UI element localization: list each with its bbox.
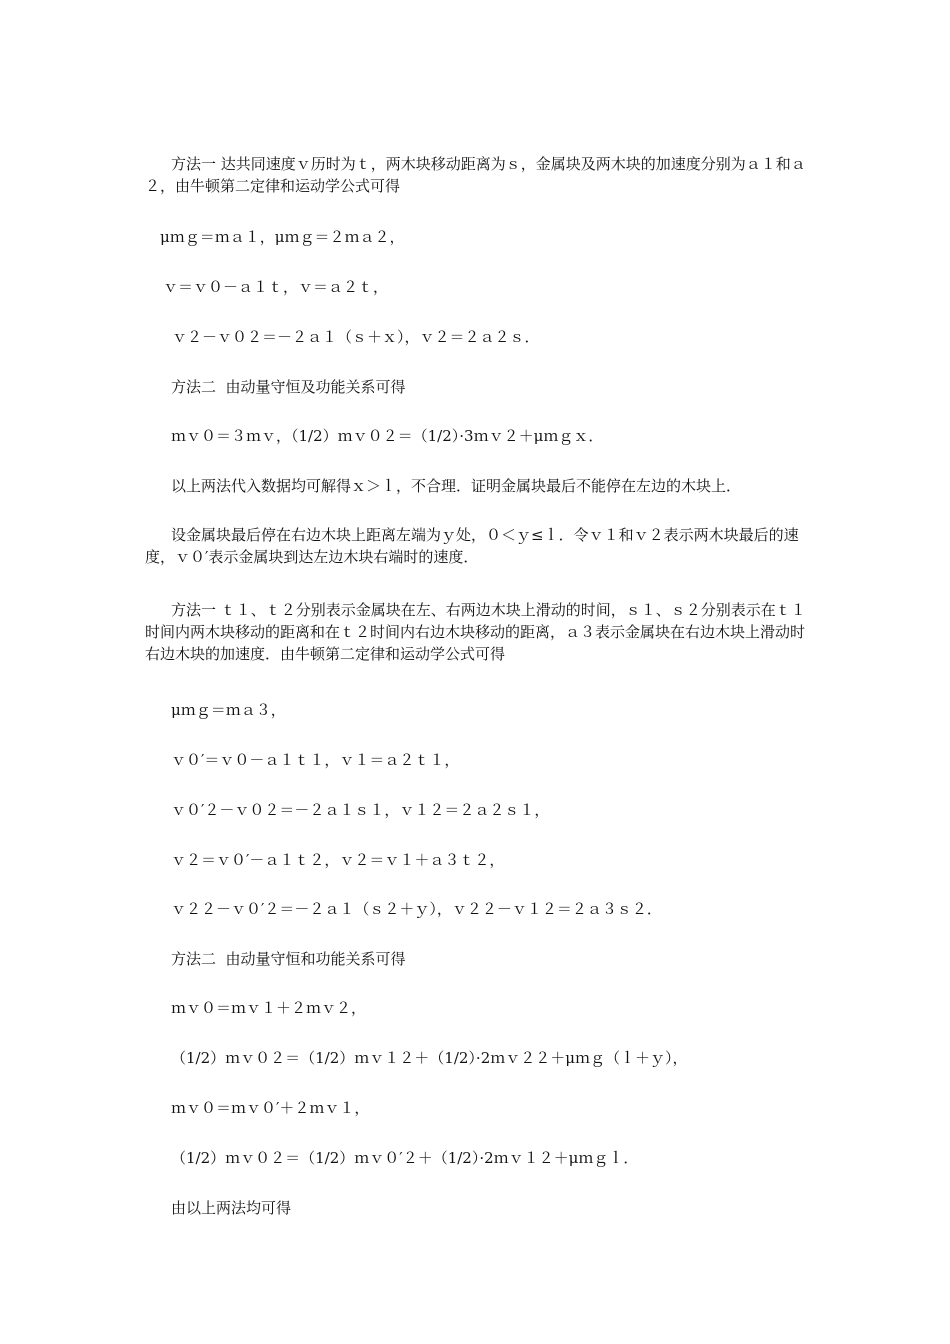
paragraph-method2-second-heading: 方法二 由动量守恒和功能关系可得	[171, 950, 406, 968]
paragraph-text: 方法一 ｔ１、ｔ２分别表示金属块在左、右两边木块上滑动的时间，ｓ１、ｓ２分别表示在ｔ１时间内两木块移动的距离和在ｔ２时间内右边木块移动的距离，ａ３表示金属块在右边木块上滑动时右边木块的加速度．由牛顿第二定律和运动学公式可得	[145, 601, 806, 663]
paragraph-method1-second	[145, 599, 810, 665]
paragraph-text: 方法一 达共同速度ｖ历时为ｔ，两木块移动距离为ｓ，金属块及两木块的加速度分别为ａ１和ａ２，由牛顿第二定律和运动学公式可得	[145, 155, 806, 195]
paragraph-setup	[145, 524, 810, 568]
equation-line: μｍｇ＝ｍａ１，μｍｇ＝２ｍａ２，	[160, 228, 405, 246]
paragraph-conclusion: 以上两法代入数据均可解得ｘ＞ｌ，不合理．证明金属块最后不能停在左边的木块上．	[171, 477, 742, 495]
equation-line: （1/2）ｍｖ０２＝（1/2）ｍｖ１２＋（1/2）·2ｍｖ２２＋μｍｇ（ｌ＋ｙ），	[171, 1049, 688, 1067]
paragraph-text: 设金属块最后停在右边木块上距离左端为ｙ处，０＜ｙ≤ｌ．令ｖ１和ｖ２表示两木块最后的速度，ｖ０′表示金属块到达左边木块右端时的速度．	[145, 526, 799, 566]
equation-line: （1/2）ｍｖ０２＝（1/2）ｍｖ０′２＋（1/2）·2ｍｖ１２＋μｍｇｌ．	[171, 1149, 639, 1167]
paragraph-method2-heading: 方法二 由动量守恒及功能关系可得	[171, 378, 406, 396]
equation-line: ｖ２－ｖ０２＝－２ａ１（ｓ＋ｘ），ｖ２＝２ａ２ｓ．	[172, 328, 540, 346]
equation-line: ｍｖ０＝ｍｖ０′＋２ｍｖ１，	[171, 1099, 370, 1117]
equation-line: ｖ２＝ｖ０′－ａ１ｔ２，ｖ２＝ｖ１＋ａ３ｔ２，	[171, 851, 505, 869]
equation-line: ｖ＝ｖ０－ａ１ｔ，ｖ＝ａ２ｔ，	[163, 278, 389, 296]
equation-line: ｖ０′＝ｖ０－ａ１ｔ１，ｖ１＝ａ２ｔ１，	[171, 751, 460, 769]
equation-line: ｍｖ０＝ｍｖ１＋２ｍｖ２，	[171, 999, 367, 1017]
equation-line: ｖ２２－ｖ０′２＝－２ａ１（ｓ２＋ｙ），ｖ２２－ｖ１２＝２ａ３ｓ２．	[171, 900, 662, 918]
equation-line: ｖ０′２－ｖ０２＝－２ａ１ｓ１，ｖ１２＝２ａ２ｓ１，	[171, 801, 550, 819]
equation-line: ｍｖ０＝３ｍｖ，（1/2）ｍｖ０２＝（1/2）·3ｍｖ２＋μｍｇｘ．	[171, 427, 604, 445]
equation-line: μｍｇ＝ｍａ３，	[171, 701, 286, 719]
paragraph-final: 由以上两法均可得	[171, 1199, 292, 1217]
paragraph-method1-intro	[145, 153, 810, 197]
